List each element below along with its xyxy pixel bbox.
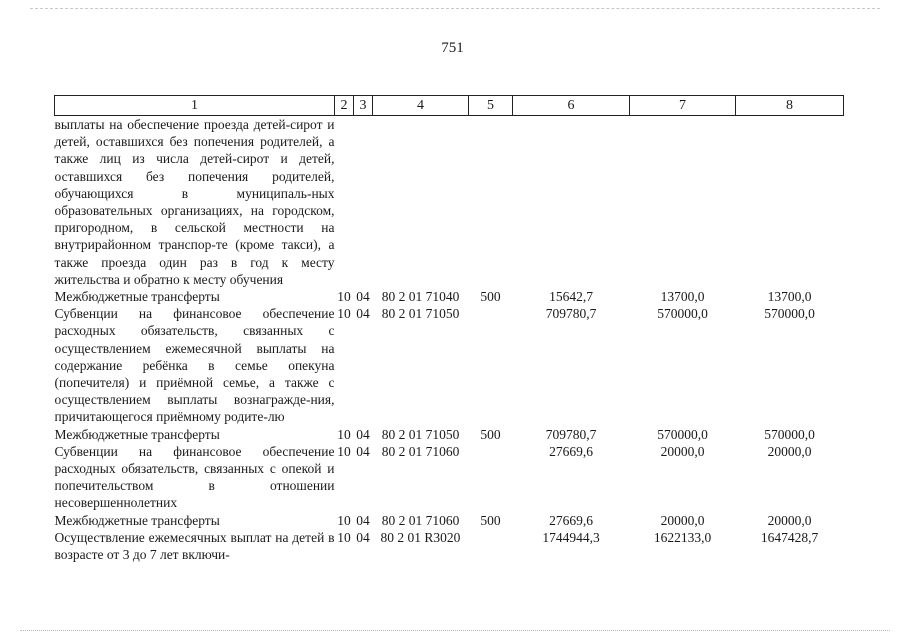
row-description: Межбюджетные трансферты <box>54 289 220 305</box>
row-section: 10 <box>337 529 351 545</box>
row-target-article: 80 2 01 R3020 <box>380 529 461 545</box>
row-expense-type <box>469 116 513 289</box>
table-row <box>55 305 844 425</box>
header-col-7: 7 <box>630 96 736 116</box>
row-target-article: 80 2 01 71040 <box>381 289 460 305</box>
row-amount-col6: 709780,7 <box>545 306 597 322</box>
row-amount-col6: 27669,6 <box>549 512 593 528</box>
row-amount-col7: 20000,0 <box>660 443 705 459</box>
row-expense-type <box>469 443 513 512</box>
table-row <box>55 529 844 563</box>
row-expense-type: 500 <box>480 426 501 442</box>
table-header-row <box>55 96 844 116</box>
header-col-2: 2 <box>335 96 354 116</box>
row-target-article: 80 2 01 71050 <box>381 426 460 442</box>
row-amount-col6: 1744944,3 <box>542 529 600 545</box>
row-amount-col7: 13700,0 <box>660 289 705 305</box>
row-amount-col8: 570000,0 <box>764 306 815 322</box>
row-amount-col7: 20000,0 <box>660 512 705 528</box>
row-target-article: 80 2 01 71060 <box>381 512 460 528</box>
scan-edge-top <box>30 8 880 10</box>
budget-table <box>54 95 844 563</box>
scan-edge-bottom <box>20 630 890 632</box>
row-amount-col8: 13700,0 <box>767 289 812 305</box>
row-amount-col6: 709780,7 <box>545 426 597 442</box>
row-subsection: 04 <box>356 426 370 442</box>
row-expense-type: 500 <box>480 512 501 528</box>
row-subsection: 04 <box>356 289 370 305</box>
row-subsection <box>354 116 373 289</box>
row-expense-type <box>469 529 513 563</box>
header-col-1: 1 <box>55 96 335 116</box>
row-amount-col6 <box>513 116 630 289</box>
row-subsection: 04 <box>356 443 370 459</box>
row-amount-col7: 570000,0 <box>657 306 708 322</box>
row-section: 10 <box>337 306 351 322</box>
row-amount-col6: 27669,6 <box>549 443 593 459</box>
row-amount-col7: 570000,0 <box>657 426 708 442</box>
row-amount-col8: 1647428,7 <box>760 529 819 545</box>
table-row <box>55 288 844 305</box>
table-row <box>55 443 844 512</box>
row-description: Межбюджетные трансферты <box>54 512 220 528</box>
row-description: Осуществление ежемесячных выплат на детей в возрасте от 3 до 7 лет включи- <box>54 529 335 563</box>
row-target-article <box>373 116 469 289</box>
row-amount-col8: 570000,0 <box>764 426 815 442</box>
row-description: Межбюджетные трансферты <box>54 426 220 442</box>
row-amount-col8: 20000,0 <box>767 443 812 459</box>
row-subsection: 04 <box>356 306 370 322</box>
row-section: 10 <box>337 289 351 305</box>
row-description: Субвенции на финансовое обеспечение расходных обязательств, связанных с осуществлением ежемесячной выплаты на содержание ребёнка в семье опекуна (попечителя) и приёмной семье, а также с осуществлением выплаты вознагражде-ния, причитающегося приёмному родите-лю <box>54 306 335 425</box>
table-row <box>55 426 844 443</box>
row-section <box>335 116 354 289</box>
header-col-5: 5 <box>469 96 513 116</box>
header-col-6: 6 <box>513 96 630 116</box>
header-col-3: 3 <box>354 96 373 116</box>
row-target-article: 80 2 01 71050 <box>381 306 460 322</box>
header-col-4: 4 <box>373 96 469 116</box>
row-expense-type: 500 <box>480 289 501 305</box>
row-amount-col7: 1622133,0 <box>653 529 712 545</box>
row-section: 10 <box>337 426 351 442</box>
row-amount-col7 <box>630 116 736 289</box>
table-row <box>55 512 844 529</box>
row-subsection: 04 <box>356 529 370 545</box>
row-expense-type <box>469 305 513 425</box>
row-amount-col8 <box>736 116 844 289</box>
row-description: Субвенции на финансовое обеспечение расходных обязательств, связанных с опекой и попечительством в отношении несовершеннолетних <box>54 443 335 511</box>
page-number: 751 <box>441 40 464 56</box>
row-target-article: 80 2 01 71060 <box>381 443 460 459</box>
row-amount-col8: 20000,0 <box>767 512 812 528</box>
row-subsection: 04 <box>356 512 370 528</box>
row-section: 10 <box>337 443 351 459</box>
header-col-8: 8 <box>736 96 844 116</box>
table-row <box>55 116 844 289</box>
row-section: 10 <box>337 512 351 528</box>
row-description: выплаты на обеспечение проезда детей-сирот и детей, оставшихся без попечения родителей, а также лиц из числа детей-сирот и детей, оставшихся без попечения родителей, обучающихся в муниципаль-ных образовательных организациях, на городском, пригородном, в сельской местности на внутрирайонном транспор-те (кроме такси), а также проезда один раз в год к месту жительства и обратно к месту обучения <box>54 117 335 287</box>
row-amount-col6: 15642,7 <box>549 289 593 305</box>
